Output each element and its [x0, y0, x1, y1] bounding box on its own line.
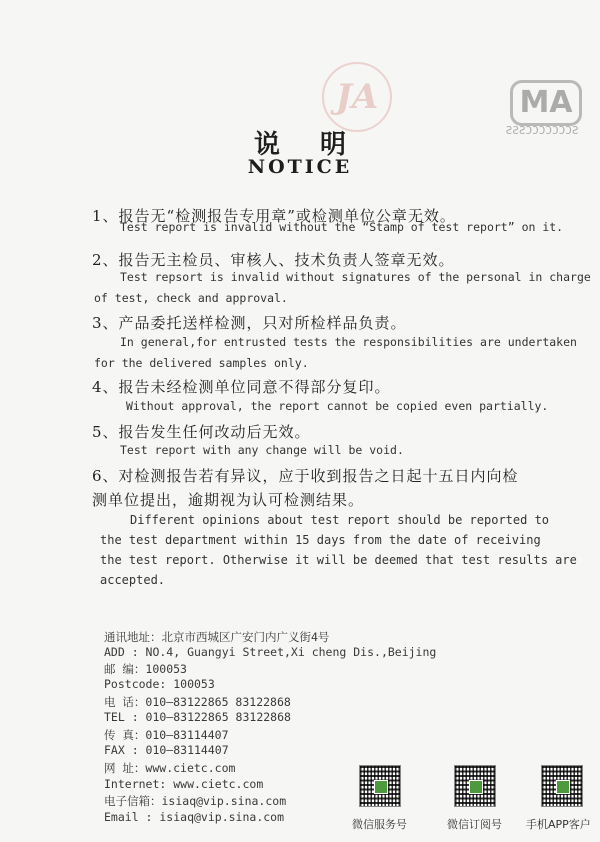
qr-code-icon [359, 765, 401, 807]
am-logo-subtext: SCCCCCCCSSS [505, 124, 579, 137]
notice-6-cn-line-1: 6、对检测报告若有异议，应于收到报告之日起十五日内向检 [92, 467, 519, 485]
contact-phone-cn: 电 话：010—83122865 83122868 [104, 695, 291, 709]
notice-6-en-line-1: Different opinions about test report should be reported to [130, 513, 550, 527]
ja-logo-watermark: JA [322, 62, 392, 132]
contact-website-en: Internet: www.cietc.com [104, 777, 264, 791]
page-title-english: NOTICE [247, 156, 353, 178]
notice-4-en: Without approval, the report cannot be copied even partially. [126, 399, 549, 413]
notice-5-en: Test report with any change will be void. [120, 443, 404, 457]
contact-email-cn: 电子信箱：isiaq@vip.sina.com [104, 794, 287, 808]
notice-6-en-line-2: the test department within 15 days from the date of receiving [100, 533, 541, 547]
contact-address-en: ADD : NO.4, Guangyi Street,Xi cheng Dis.,Beijing [104, 645, 437, 659]
contact-postcode-en: Postcode: 100053 [104, 677, 215, 691]
notice-3-en-line-1: In general,for entrusted tests the responsibilities are undertaken [120, 335, 577, 349]
notice-1-en: Test report is invalid without the “Stamp of test report” on it. [120, 220, 564, 234]
notice-2-en-line-1: Test repsort is invalid without signatures of the personal in charge [120, 270, 591, 284]
qr-code-icon [541, 765, 583, 807]
notice-1-cn: 1、报告无“检测报告专用章”或检测单位公章无效。 [92, 207, 456, 225]
contact-phone-en: TEL : 010—83122865 83122868 [104, 710, 291, 724]
qr-label-app: 手机APP客户 [526, 818, 591, 831]
qr-label-service: 微信服务号 [352, 818, 407, 831]
contact-fax-cn: 传 真：010—83114407 [104, 728, 229, 742]
notice-4-cn: 4、报告未经检测单位同意不得部分复印。 [92, 378, 391, 396]
notice-3-en-line-2: for the delivered samples only. [94, 356, 309, 370]
notice-2-en-line-2: of test, check and approval. [94, 291, 288, 305]
qr-label-subscription: 微信订阅号 [447, 818, 502, 831]
notice-3-cn: 3、产品委托送样检测，只对所检样品负责。 [92, 314, 407, 332]
notice-6-cn-line-2: 测单位提出，逾期视为认可检测结果。 [92, 491, 365, 509]
notice-2-cn: 2、报告无主检员、审核人、技术负责人签章无效。 [92, 251, 455, 269]
contact-email-en: Email : isiaq@vip.sina.com [104, 810, 285, 824]
contact-fax-en: FAX : 010—83114407 [104, 743, 229, 757]
notice-5-cn: 5、报告发生任何改动后无效。 [92, 423, 311, 441]
page-title-chinese: 说明 [253, 130, 386, 160]
contact-postcode-cn: 邮 编：100053 [104, 662, 187, 676]
am-logo-watermark: AM [510, 80, 582, 126]
contact-website-cn: 网 址：www.cietc.com [104, 761, 236, 775]
qr-code-icon [454, 765, 496, 807]
contact-address-cn: 通讯地址：北京市西城区广安门内广义街4号 [104, 630, 330, 644]
notice-6-en-line-3: the test report. Otherwise it will be deemed that test results are [100, 553, 577, 567]
notice-6-en-line-4: accepted. [100, 573, 166, 587]
